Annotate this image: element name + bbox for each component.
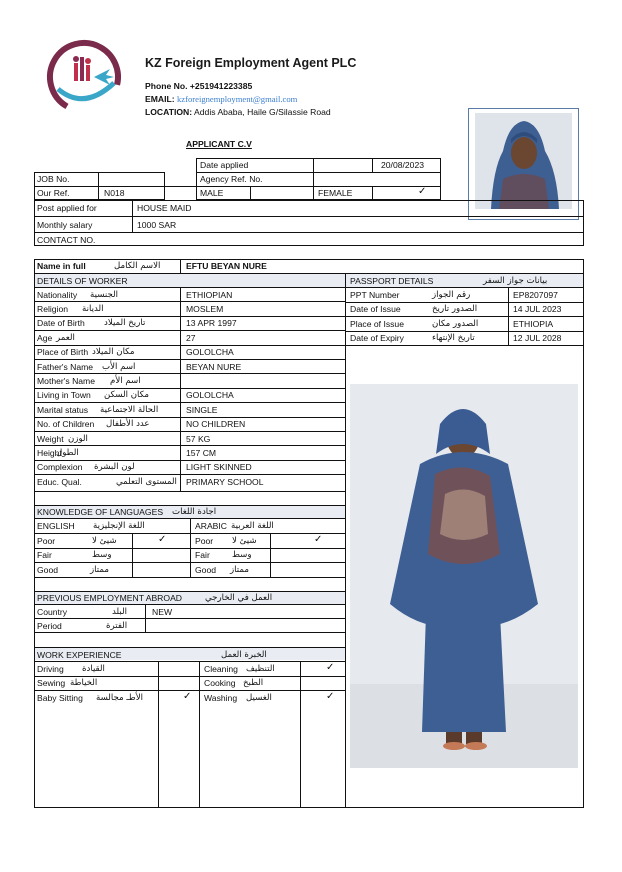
experience-left-label-ar: الأطـ مجالسة xyxy=(96,692,144,703)
experience-right-label-ar: الغسيل xyxy=(246,692,272,703)
arabic-label: ARABIC xyxy=(195,521,227,531)
phone-label: Phone No. xyxy=(145,81,188,91)
previous-employment-header: PREVIOUS EMPLOYMENT ABROAD xyxy=(37,593,183,603)
worker-field-label: Weight xyxy=(37,433,64,444)
worker-field-label: Complexion xyxy=(37,462,83,473)
worker-field-label: No. of Children xyxy=(37,419,95,430)
worker-field-value: SINGLE xyxy=(186,404,218,415)
country-label-ar: البلد xyxy=(112,607,127,617)
work-experience-header: WORK EXPERIENCE xyxy=(37,650,122,660)
worker-field-label: Height xyxy=(37,447,62,458)
worker-field-value: 27 xyxy=(186,332,196,343)
worker-field-label-ar: الطول xyxy=(56,447,79,458)
passport-field-label: Place of Issue xyxy=(350,318,404,329)
passport-field-label-ar: تاريخ الإنتهاء xyxy=(432,333,475,343)
full-name-value: EFTU BEYAN NURE xyxy=(186,261,267,271)
passport-field-value: 12 JUL 2028 xyxy=(513,333,562,343)
worker-field-label: Living in Town xyxy=(37,390,91,401)
worker-field-value: LIGHT SKINNED xyxy=(186,462,252,473)
location-value: Addis Ababa, Haile G/Silassie Road xyxy=(194,107,331,117)
previous-employment-header-ar: العمل في الخارجي xyxy=(205,593,273,603)
monthly-salary-label: Monthly salary xyxy=(37,220,93,230)
worker-field-label: Nationality xyxy=(37,289,78,300)
worker-field-label-ar: الحالة الاجتماعية xyxy=(100,404,159,415)
worker-field-value: BEYAN NURE xyxy=(186,361,242,372)
arabic-level-label: Fair xyxy=(195,550,210,561)
passport-field-value: ETHIOPIA xyxy=(513,318,554,329)
passport-field-value: EP8207097 xyxy=(513,289,558,300)
worker-field-label-ar: العمر xyxy=(56,332,75,343)
languages-section-header: KNOWLEDGE OF LANGUAGES xyxy=(37,507,164,517)
worker-field-label: Date of Birth xyxy=(37,318,85,329)
job-no-label: JOB No. xyxy=(37,174,70,184)
arabic-poor-checkmark: ✓ xyxy=(314,534,323,545)
location-label: LOCATION: xyxy=(145,107,193,117)
english-level-label: Fair xyxy=(37,550,52,561)
passport-field-label-ar: الصدور مكان xyxy=(432,318,479,329)
company-name: KZ Foreign Employment Agent PLC xyxy=(145,56,357,70)
country-label: Country xyxy=(37,607,68,617)
monthly-salary-value: 1000 SAR xyxy=(137,220,177,230)
worker-field-label-ar: اسم الأم xyxy=(110,375,141,386)
worker-field-label-ar: المستوى التعلمي xyxy=(116,476,177,487)
worker-field-label-ar: الديانة xyxy=(82,303,104,314)
worker-field-label: Age xyxy=(37,332,53,343)
passport-field-label: Date of Expiry xyxy=(350,333,404,343)
english-label: ENGLISH xyxy=(37,521,75,531)
experience-left-label: Driving xyxy=(37,663,64,674)
form-title: APPLICANT C.V xyxy=(186,139,252,149)
period-label-ar: الفترة xyxy=(106,621,128,631)
company-logo xyxy=(44,37,124,117)
arabic-level-label: Poor xyxy=(195,535,214,546)
passport-field-label-ar: الصدور تاريخ xyxy=(432,304,478,314)
passport-section-header: PASSPORT DETAILS xyxy=(350,276,434,286)
female-label: FEMALE xyxy=(318,188,353,198)
english-level-label: Good xyxy=(37,564,59,575)
experience-right-checkmark: ✓ xyxy=(326,691,335,702)
english-level-label-ar: وسط xyxy=(92,550,112,561)
worker-field-value: MOSLEM xyxy=(186,303,224,314)
worker-field-label-ar: لون البشرة xyxy=(94,462,135,473)
worker-field-label-ar: عدد الأطفال xyxy=(106,419,150,430)
our-ref-label: Our Ref. xyxy=(37,188,70,198)
post-applied-label: Post applied for xyxy=(37,203,97,213)
english-level-label: Poor xyxy=(37,535,56,546)
period-label: Period xyxy=(37,621,62,631)
english-level-label-ar: شيئ لا xyxy=(92,535,117,546)
english-poor-checkmark: ✓ xyxy=(158,534,167,545)
worker-field-label-ar: الوزن xyxy=(68,433,88,444)
worker-field-value: 57 KG xyxy=(186,433,211,444)
passport-field-label: PPT Number xyxy=(350,289,400,300)
name-label-ar: الاسم الكامل xyxy=(114,261,161,271)
agency-ref-label: Agency Ref. No. xyxy=(200,174,263,184)
experience-right-label: Cooking xyxy=(204,678,236,688)
arabic-label-ar: اللغة العربية xyxy=(231,521,274,531)
worker-field-label-ar: مكان الميلاد xyxy=(92,347,135,358)
worker-field-value: NO CHILDREN xyxy=(186,419,246,430)
female-checkmark: ✓ xyxy=(418,186,427,197)
english-label-ar: اللغة الإنجليزية xyxy=(93,521,145,531)
phone-value: +251941223385 xyxy=(189,81,253,91)
worker-field-label: Religion xyxy=(37,303,69,314)
arabic-level-label-ar: وسط xyxy=(232,550,252,561)
worker-field-value: 157 CM xyxy=(186,447,217,458)
name-label: Name in full xyxy=(37,261,86,271)
passport-field-label: Date of Issue xyxy=(350,304,401,314)
experience-right-label: Cleaning xyxy=(204,663,238,674)
worker-field-label: Place of Birth xyxy=(37,347,89,358)
date-applied-value: 20/08/2023 xyxy=(381,160,425,170)
worker-field-label-ar: تاريخ الميلاد xyxy=(104,318,146,329)
worker-field-label-ar: الجنسية xyxy=(90,289,119,300)
worker-field-label: Father's Name xyxy=(37,361,94,372)
experience-right-checkmark: ✓ xyxy=(326,662,335,673)
worker-field-value: ETHIOPIAN xyxy=(186,289,233,300)
worker-field-value: GOLOLCHA xyxy=(186,347,234,358)
male-label: MALE xyxy=(200,188,224,198)
date-applied-label: Date applied xyxy=(200,160,249,170)
email-link[interactable]: kzforeignemployment@gmail.com xyxy=(177,94,298,104)
experience-left-checkmark: ✓ xyxy=(183,691,192,702)
contact-no-label: CONTACT NO. xyxy=(37,235,96,245)
worker-field-label-ar: مكان السكن xyxy=(104,390,149,401)
worker-field-label: Mother's Name xyxy=(37,375,95,386)
work-experience-header-ar: الخبرة العمل xyxy=(221,650,267,660)
experience-right-label-ar: التنظيف xyxy=(246,663,275,674)
arabic-level-label-ar: شيئ لا xyxy=(232,535,257,546)
experience-left-label-ar: الخياطة xyxy=(70,678,98,688)
email-label: EMAIL: xyxy=(145,94,175,104)
company-phone xyxy=(145,81,252,91)
full-body-photo xyxy=(350,384,578,768)
worker-field-label-ar: اسم الأب xyxy=(102,361,136,372)
worker-field-label: Educ. Qual. xyxy=(37,476,82,487)
experience-right-label-ar: الطبخ xyxy=(243,678,264,688)
company-location xyxy=(145,107,331,117)
worker-field-value: GOLOLCHA xyxy=(186,390,234,401)
experience-left-label: Sewing xyxy=(37,678,66,688)
company-email xyxy=(145,94,297,104)
experience-left-label-ar: القيادة xyxy=(82,663,105,674)
passport-field-label-ar: رقم الجواز xyxy=(432,289,471,300)
country-value: NEW xyxy=(152,607,173,617)
passport-section-header-ar: بيانات جواز السفر xyxy=(483,276,548,286)
languages-section-header-ar: اجادة اللغات xyxy=(172,507,217,517)
arabic-level-label-ar: ممتاز xyxy=(230,564,249,575)
our-ref-value: N018 xyxy=(104,188,125,198)
arabic-level-label: Good xyxy=(195,564,217,575)
worker-field-value: 13 APR 1997 xyxy=(186,318,237,329)
worker-field-value: PRIMARY SCHOOL xyxy=(186,476,264,487)
post-table xyxy=(34,200,584,246)
passport-field-value: 14 JUL 2023 xyxy=(513,304,562,314)
post-applied-value: HOUSE MAID xyxy=(137,203,192,213)
worker-section-header: DETAILS OF WORKER xyxy=(37,276,128,286)
english-level-label-ar: ممتاز xyxy=(90,564,109,575)
experience-right-label: Washing xyxy=(204,692,238,703)
worker-field-label: Marital status xyxy=(37,404,89,415)
experience-left-label: Baby Sitting xyxy=(37,692,83,703)
